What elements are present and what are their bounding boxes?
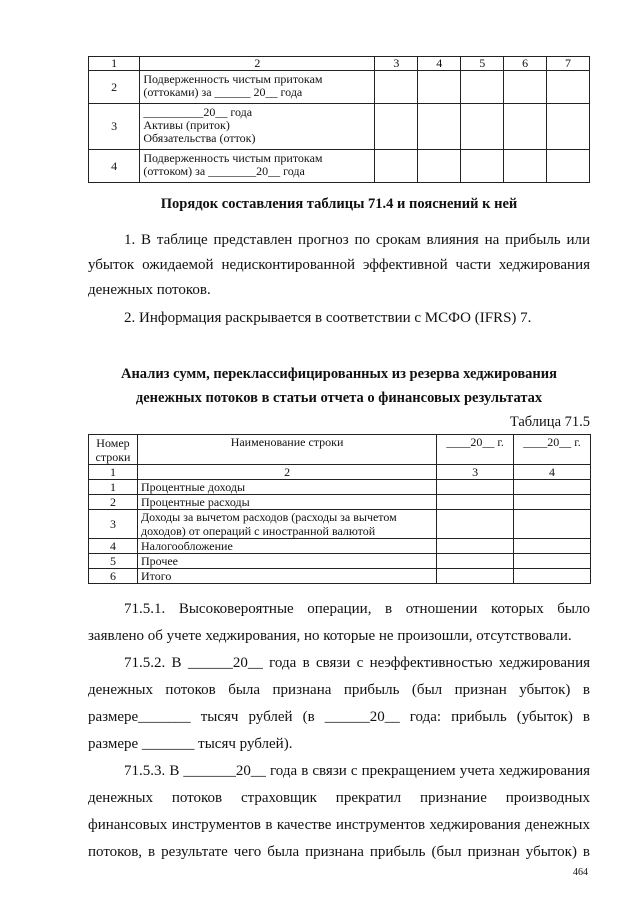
table-cell <box>504 150 547 183</box>
section-heading-line: денежных потоков в статьи отчета о финансовых результатах <box>135 390 543 406</box>
table-row <box>89 150 590 183</box>
header-cell: ____20__ г. <box>437 435 514 465</box>
header-cell: ____20__ г. <box>514 435 591 465</box>
table-cell <box>504 71 547 104</box>
row-number: 5 <box>89 554 138 569</box>
header-cell: Номер строки <box>89 435 138 465</box>
row-number: 2 <box>89 71 140 104</box>
column-number: 2 <box>137 465 436 480</box>
table-71-4 <box>88 56 590 183</box>
table-cell <box>461 104 504 150</box>
table-cell <box>375 104 418 150</box>
row-label: Прочее <box>137 554 436 569</box>
row-number: 1 <box>89 480 138 495</box>
table-cell <box>418 71 461 104</box>
header-cell: 2 <box>140 57 375 71</box>
row-number: 3 <box>89 510 138 539</box>
row-label <box>140 71 375 104</box>
row-label: Налогообложение <box>137 539 436 554</box>
table-cell <box>418 104 461 150</box>
table-cell <box>547 104 590 150</box>
table-cell <box>437 539 514 554</box>
row-label-line: __________20__ года <box>143 105 253 119</box>
paragraph: 71.5.3. В _______20__ года в связи с прекращением учета хеджирования денежных потоков страховщик прекратил признание производных финансовых инструментов в качестве инструментов хеджирования денежных потоков, в результате чего была признана прибыль (был признан убыток) в <box>88 763 590 860</box>
header-cell: 7 <box>547 57 590 71</box>
row-number: 6 <box>89 569 138 584</box>
row-label: Процентные доходы <box>137 480 436 495</box>
table-cell <box>437 554 514 569</box>
table-row <box>89 569 591 584</box>
table-cell <box>437 569 514 584</box>
row-label-line: Активы (приток) <box>143 118 230 132</box>
table-cell <box>437 510 514 539</box>
table-caption: Таблица 71.5 <box>509 414 590 430</box>
row-label <box>140 104 375 150</box>
row-number: 2 <box>89 495 138 510</box>
row-label <box>140 150 375 183</box>
table-row <box>89 554 591 569</box>
table-cell <box>514 554 591 569</box>
table-cell <box>514 480 591 495</box>
table-row <box>89 539 591 554</box>
row-label-line: Обязательства (отток) <box>143 131 256 145</box>
table-row <box>89 104 590 150</box>
header-cell: 1 <box>89 57 140 71</box>
header-cell: 3 <box>375 57 418 71</box>
table-cell <box>461 71 504 104</box>
row-label-line: Подверженность чистым притокам <box>143 151 323 165</box>
row-label-line: Подверженность чистым притокам <box>143 72 323 86</box>
table-header-row <box>89 435 591 465</box>
paragraph: 71.5.1. Высоковероятные операции, в отношении которых было заявлено об учете хеджирования, но которые не произошли, отсутствовали. <box>88 601 590 644</box>
table-cell <box>547 150 590 183</box>
row-label: Доходы за вычетом расходов (расходы за вычетом доходов) от операций с иностранной валютой <box>137 510 436 539</box>
row-label: Процентные расходы <box>137 495 436 510</box>
column-number: 3 <box>437 465 514 480</box>
row-label-line: (оттоком) за ________20__ года <box>143 164 305 178</box>
row-number: 4 <box>89 150 140 183</box>
header-cell: 6 <box>504 57 547 71</box>
table-cell <box>437 495 514 510</box>
header-cell: 5 <box>461 57 504 71</box>
row-number: 3 <box>89 104 140 150</box>
table-row <box>89 480 591 495</box>
table-cell <box>514 539 591 554</box>
table-cell <box>375 150 418 183</box>
paragraph: 71.5.2. В ______20__ года в связи с неэффективностью хеджирования денежных потоков была признана прибыль (был признан убыток) в размере_______ тысяч рублей (в ______20__ года: прибыль (убыток) в размере _______ тысяч рублей). <box>88 655 590 752</box>
table-cell <box>418 150 461 183</box>
table-header-row <box>89 57 590 71</box>
header-cell: 4 <box>418 57 461 71</box>
paragraph: 2. Информация раскрывается в соответствии с МСФО (IFRS) 7. <box>124 310 532 326</box>
column-number: 1 <box>89 465 138 480</box>
row-number: 4 <box>89 539 138 554</box>
table-cell <box>514 495 591 510</box>
table-cell <box>547 71 590 104</box>
table-row <box>89 510 591 539</box>
row-label: Итого <box>137 569 436 584</box>
section-heading: Порядок составления таблицы 71.4 и пояснений к ней <box>160 196 518 212</box>
table-row <box>89 71 590 104</box>
page-number: 464 <box>573 867 588 878</box>
table-cell <box>461 150 504 183</box>
column-number-row <box>89 465 591 480</box>
table-cell <box>375 71 418 104</box>
table-71-5 <box>88 434 591 584</box>
column-number: 4 <box>514 465 591 480</box>
paragraph: 1. В таблице представлен прогноз по срокам влияния на прибыль или убыток ожидаемой недисконтированной эффективной части хеджирования денежных потоков. <box>88 232 590 298</box>
table-cell <box>504 104 547 150</box>
header-cell: Наименование строки <box>137 435 436 465</box>
section-heading <box>88 362 590 410</box>
section-heading-line: Анализ сумм, переклассифицированных из резерва хеджирования <box>120 366 557 382</box>
table-row <box>89 495 591 510</box>
table-cell <box>437 480 514 495</box>
row-label-line: (оттоками) за ______ 20__ года <box>143 85 303 99</box>
table-cell <box>514 569 591 584</box>
table-cell <box>514 510 591 539</box>
